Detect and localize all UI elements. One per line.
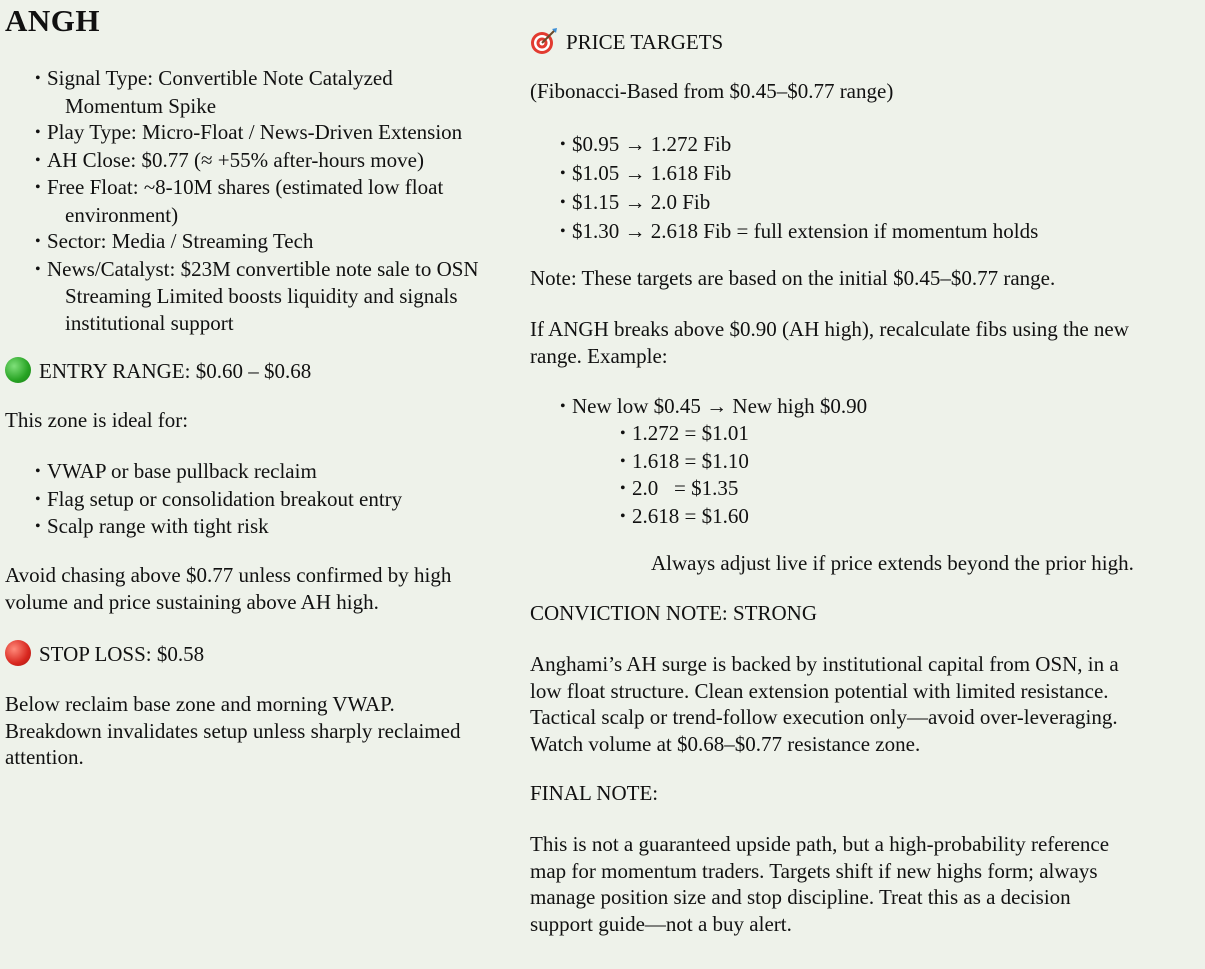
bullseye-icon [530,27,558,55]
list-item: • Sector: Media / Streaming Tech [35,229,314,253]
entry-range-heading: ENTRY RANGE: $0.60 – $0.68 [5,357,311,385]
conviction-heading: CONVICTION NOTE: STRONG [530,601,817,625]
list-item: • New low $0.45 → New high $0.90 [560,394,868,418]
green-circle-icon [5,357,31,383]
list-item: • Signal Type: Convertible Note Catalyzed [35,66,393,90]
price-targets-heading: PRICE TARGETS [530,27,723,56]
adjust-note: Always adjust live if price extends beyond the prior high. [651,551,1134,575]
example-sublist [620,420,749,530]
list-item: • $1.30 → 2.618 Fib = full extension if momentum holds [560,219,1039,243]
entry-list [35,458,402,541]
list-item: • Flag setup or consolidation breakout entry [35,486,403,511]
list-item: • 1.272 = $1.01 [620,421,749,445]
list-item: • 2.618 = $1.60 [620,503,749,528]
page-title: ANGH [5,3,100,38]
fib-basis: (Fibonacci-Based from $0.45–$0.77 range) [530,79,894,103]
example-list [560,393,867,421]
final-note-heading: FINAL NOTE: [530,781,659,805]
list-item: • $1.05 → 1.618 Fib [560,161,732,185]
avoid-paragraph: Avoid chasing above $0.77 unless confirmed by high volume and price sustaining above AH high. [5,563,452,614]
targets-note: Note: These targets are based on the initial $0.45–$0.77 range. [530,266,1056,290]
red-circle-icon [5,640,31,666]
list-item: • VWAP or base pullback reclaim [35,459,317,483]
list-item-continuation: institutional support [65,310,234,335]
list-item-continuation: environment) [65,202,179,227]
list-item: • 1.618 = $1.10 [620,448,749,473]
details-list [35,65,479,336]
list-item: • Free Float: ~8-10M shares (estimated low float [35,175,444,199]
list-item: • 2.0 = $1.35 [620,476,739,500]
list-item: • $0.95 → 1.272 Fib [560,132,732,156]
entry-intro: This zone is ideal for: [5,408,189,432]
stop-loss-heading: STOP LOSS: $0.58 [5,640,204,668]
stop-loss-paragraph: Below reclaim base zone and morning VWAP. Breakdown invalidates setup unless sharply reclaimed attention. [5,692,461,769]
list-item: • AH Close: $0.77 (≈ +55% after-hours move) [35,147,424,172]
list-item: • $1.15 → 2.0 Fib [560,190,711,214]
conviction-paragraph: Anghami’s AH surge is backed by institutional capital from OSN, in a low float structure. Clean extension potential with limited resistance. Tactical scalp or trend-follow execution only—avoid over-leveraging. Watch volume at $0.68–$0.77 resistance zone. [530,652,1119,756]
list-item: • News/Catalyst: $23M convertible note sale to OSN [35,256,479,281]
targets-list [560,130,1038,246]
recalc-paragraph: If ANGH breaks above $0.90 (AH high), recalculate fibs using the new range. Example: [530,317,1129,368]
list-item-continuation: Momentum Spike [65,93,217,118]
final-note-paragraph: This is not a guaranteed upside path, but a high-probability reference map for momentum traders. Targets shift if new highs form; always manage position size and stop discipline. Treat this as a decision support guide—not a buy alert. [530,832,1110,936]
list-item-continuation: Streaming Limited boosts liquidity and signals [65,284,458,308]
list-item: • Scalp range with tight risk [35,514,269,538]
list-item: • Play Type: Micro-Float / News-Driven Extension [35,120,463,144]
